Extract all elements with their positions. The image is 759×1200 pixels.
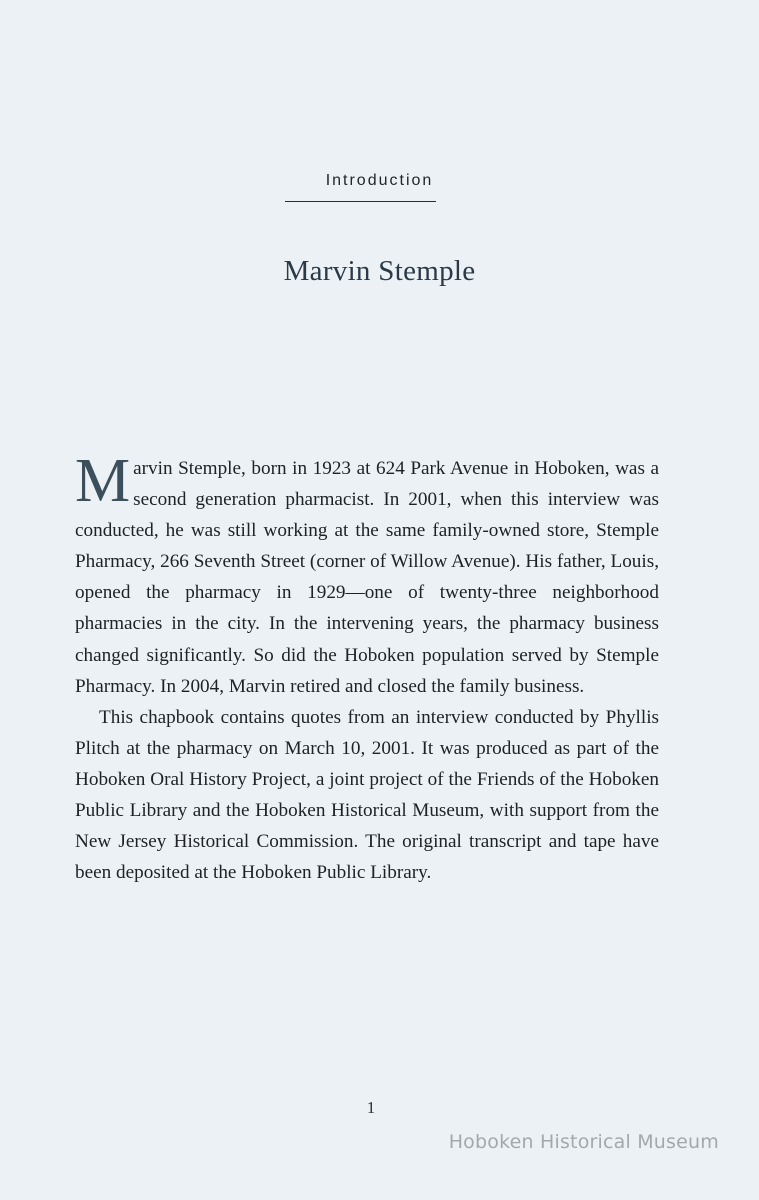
section-label: Introduction xyxy=(325,172,434,189)
paragraph-2: This chapbook contains quotes from an interview conducted by Phyllis Plitch at the pharmacy on March 10, 2001. It was produced as part of the Hoboken Oral History Project, a joint project of the Friends of the Hoboken Public Library and the Hoboken Historical Museum, with support from the New Jersey Historical Commission. The original transcript and tape have been deposited at the Hoboken Public Library. xyxy=(75,706,659,884)
body-text xyxy=(75,447,659,888)
paragraph-1-text: arvin Stemple, born in 1923 at 624 Park Avenue in Hoboken, was a second generation pharmacist. In 2001, when this interview was conducted, he was still working at the same family-owned store, Stemple Pharmacy, 266 Seventh Street (corner of Willow Avenue). His father, Louis, opened the pharmacy in 1929—one of twenty-three neighborhood pharmacies in the city. In the intervening years, the pharmacy business changed significantly. So did the Hoboken population served by Stemple Pharmacy. In 2004, Marvin retired and closed the family business. xyxy=(75,458,659,697)
watermark: Hoboken Historical Museum xyxy=(448,1131,719,1153)
paragraph-1 xyxy=(75,447,659,702)
page-number: 1 xyxy=(366,1098,376,1117)
section-underline xyxy=(285,201,436,202)
drop-cap: M xyxy=(75,447,131,515)
page-title: Marvin Stemple xyxy=(283,255,476,287)
